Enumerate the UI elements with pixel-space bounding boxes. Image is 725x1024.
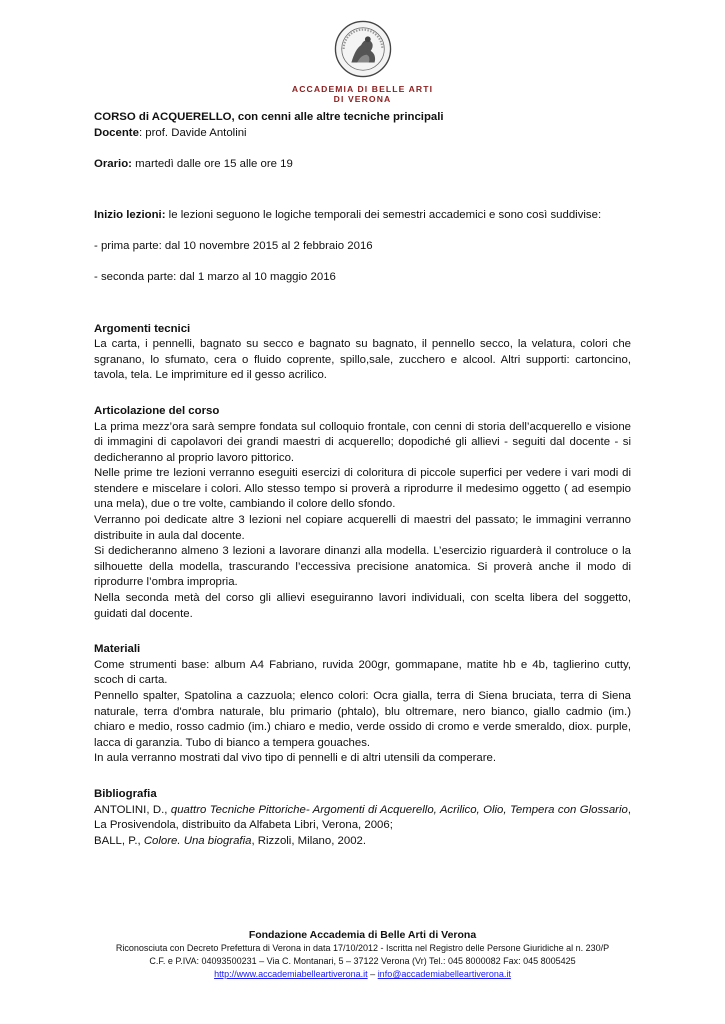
technical-title: Argomenti tecnici (94, 322, 191, 335)
academy-name (0, 84, 725, 104)
teacher-line (94, 126, 631, 142)
structure-paragraph: La prima mezz’ora sarà sempre fondata sul colloquio frontale, con cenni di storia dell’acquerello e visione di immagini di capolavori dei grandi maestri di acquerello; dopodiché gli allievi - seguiti dal docente - si dedicheranno al proprio lavoro pittorico. (94, 420, 631, 464)
biblio-author: ANTOLINI, D., (94, 803, 171, 816)
structure-paragraph: Nella seconda metà del corso gli allievi eseguiranno lavori individuali, con scelta libera del soggetto, guidati dal docente. (94, 592, 631, 620)
schedule-label: Orario: (94, 157, 132, 170)
bibliography-entry (94, 803, 631, 834)
start-label: Inizio lezioni: (94, 208, 166, 221)
structure-paragraph: Si dedicheranno almeno 3 lezioni a lavorare dinanzi alla modella. L’esercizio riguarderà il controluce o la silhouette della modella, trascurando l’eccessiva precisione anatomica. Si proverà anche il modo di riprodurre l’ombra impropria. (94, 545, 631, 589)
materials-paragraph: Pennello spalter, Spatolina a cazzuola; elenco colori: Ocra gialla, terra di Siena bruciata, terra di Siena naturale, terra d'ombra naturale, blu primario (phtalo), blu oltremare, nero bianco, giallo cadmio (im.) chiaro e medio, rosso cadmio (im.) chiaro e medio, verde ossido di cromo e verde smeraldo, diox. purple, lacca di garanzia. Tubo di bianco a tempera gouaches. (94, 690, 631, 749)
part-two: - seconda parte: dal 1 marzo al 10 maggio 2016 (94, 271, 336, 284)
biblio-author: BALL, P., (94, 834, 144, 847)
biblio-publisher: , La Prosivendola, distribuito da Alfabeta Libri, Verona, 2006; (94, 803, 631, 832)
part-one: - prima parte: dal 10 novembre 2015 al 2 febbraio 2016 (94, 240, 373, 253)
start-line (94, 208, 631, 224)
structure-paragraph: Nelle prime tre lezioni verranno eseguiti esercizi di coloritura di piccole superfici per vedere i vari modi di stendere e miscelare i colori. Allo stesso tempo si proverà a riprodurre il medesimo oggetto ( ad esempio una mela), due o tre volte, cambiando il colore dello sfondo. (94, 467, 631, 511)
academy-seal-icon (334, 20, 392, 78)
materials-paragraph: Come strumenti base: album A4 Fabriano, ruvida 200gr, gommapane, matite hb e 4b, taglierino cutty, scoch di carta. (94, 658, 631, 687)
footer-links (0, 968, 725, 981)
footer-registration: Riconosciuta con Decreto Prefettura di Verona in data 17/10/2012 - Iscritta nel Registro delle Persone Giuridiche al n. 230/P (115, 943, 610, 953)
link-separator: – (367, 969, 378, 979)
footer-contacts: C.F. e P.IVA: 04093500231 – Via C. Montanari, 5 – 37122 Verona (Vr) Tel.: 045 8000082 Fax: 045 8005425 (149, 956, 576, 966)
structure-title: Articolazione del corso (94, 404, 220, 417)
schedule-value: martedì dalle ore 15 alle ore 19 (131, 157, 293, 170)
biblio-publisher: , Rizzoli, Milano, 2002. (251, 834, 367, 847)
biblio-title: Colore. Una biografia (143, 834, 252, 847)
bibliography-title: Bibliografia (94, 787, 157, 800)
bibliography-entry (94, 834, 631, 850)
academy-name-line1: ACCADEMIA DI BELLE ARTI (291, 84, 434, 94)
materials-title: Materiali (94, 643, 141, 656)
footer (0, 928, 725, 981)
teacher-label: Docente (94, 126, 139, 139)
schedule-line (94, 157, 631, 173)
email-link[interactable]: info@accademiabelleartiverona.it (377, 969, 511, 979)
course-title: CORSO di ACQUERELLO, con cenni alle altre tecniche principali (94, 111, 444, 123)
technical-text: La carta, i pennelli, bagnato su secco e bagnato su bagnato, il pennello secco, la velatura, colori che sgranano, lo sfumato, cera o fluido coprente, spillo,sale, zucchero e alcool. Altri supporti: cartoncino, tavola, tela. Le imprimiture ed il gesso acrilico. (94, 338, 631, 382)
teacher-value: : prof. Davide Antolini (138, 126, 247, 139)
materials-paragraph: In aula verranno mostrati dal vivo tipo di pennelli e di altri utensili da comperare. (94, 752, 497, 765)
website-link[interactable]: http://www.accademiabelleartiverona.it (214, 969, 368, 979)
footer-title: Fondazione Accademia di Belle Arti di Verona (248, 929, 477, 941)
academy-name-line2: DI VERONA (333, 94, 392, 104)
biblio-title: quattro Tecniche Pittoriche- Argomenti di Acquerello, Acrilico, Olio, Tempera con Glossario (170, 803, 628, 816)
document-body (94, 110, 631, 849)
start-value: le lezioni seguono le logiche temporali dei semestri accademici e sono così suddivise: (165, 208, 602, 221)
structure-paragraph: Verranno poi dedicate altre 3 lezioni nel copiare acquerelli di maestri del passato; le immagini verranno distribuite in aula dal docente. (94, 514, 631, 542)
letterhead (0, 20, 725, 104)
